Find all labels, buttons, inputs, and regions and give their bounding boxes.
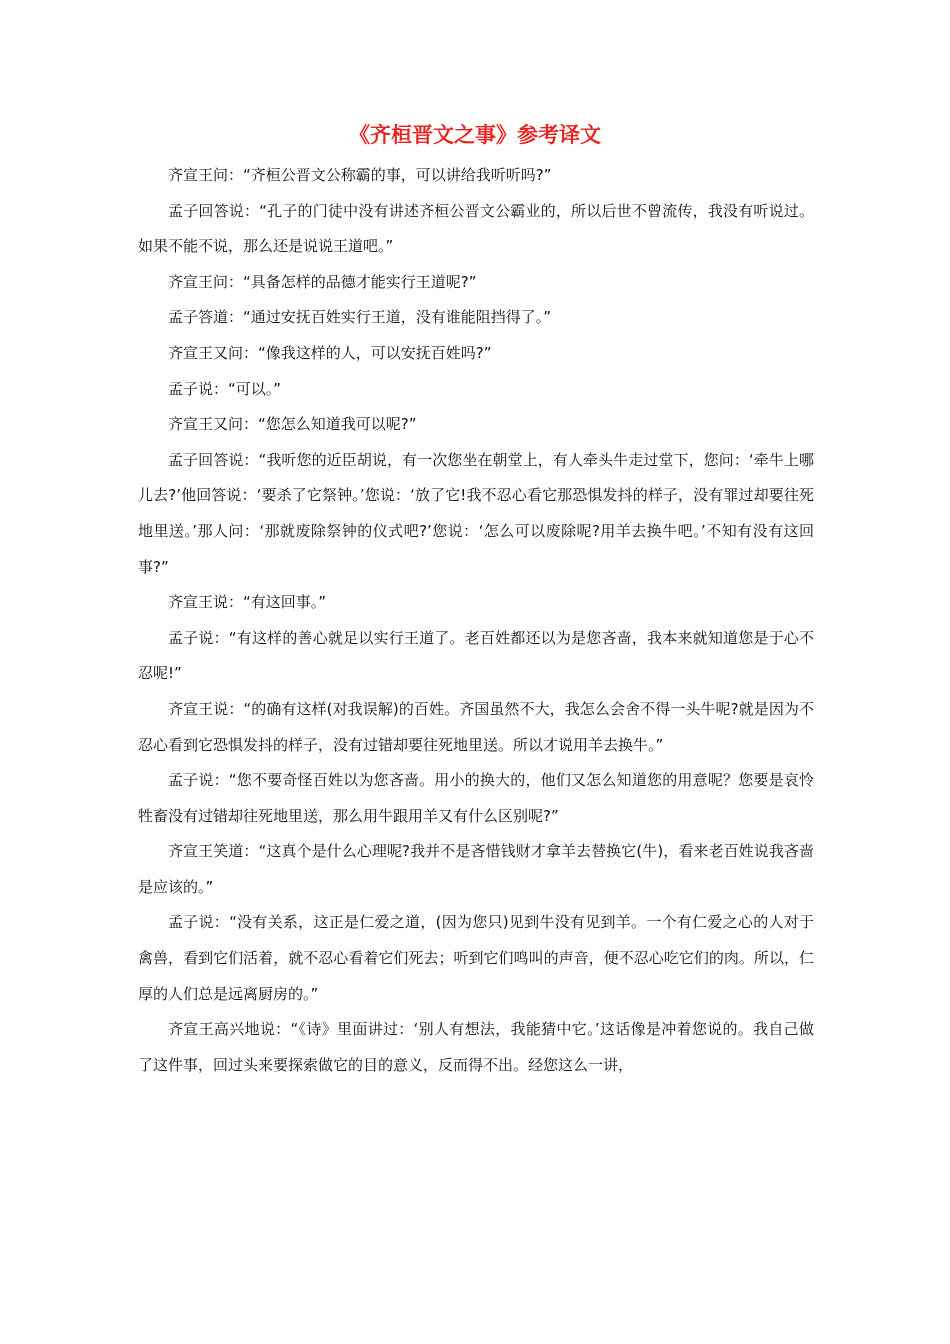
paragraph: 齐宣王笑道：“这真个是什么心理呢?我并不是吝惜钱财才拿羊去替换它(牛)，看来老百姓说我吝啬是应该的。” (138, 842, 814, 896)
paragraph: 孟子回答说：“孔子的门徒中没有讲述齐桓公晋文公霸业的，所以后世不曾流传，我没有听说过。如果不能不说，那么还是说说王道吧。” (138, 201, 814, 256)
document-title: 《齐桓晋文之事》参考译文 (349, 122, 601, 147)
paragraph: 孟子答道：“通过安抚百姓实行王道，没有谁能阻挡得了。” (168, 308, 552, 327)
paragraph: 孟子说：“没有关系，这正是仁爱之道，(因为您只)见到牛没有见到羊。一个有仁爱之心的人对于禽兽，看到它们活着，就不忍心看着它们死去；听到它们鸣叫的声音，便不忍心吃它们的肉。所以，仁厚的人们总是远离厨房的。” (138, 913, 814, 1003)
paragraph: 孟子说：“可以。” (168, 379, 282, 398)
paragraph: 齐宣王又问：“像我这样的人，可以安抚百姓吗?” (168, 343, 492, 362)
paragraph: 齐宣王高兴地说：“《诗》里面讲过：‘别人有想法，我能猜中它。’这话像是冲着您说的。我自己做了这件事，回过头来要探索做它的目的意义，反而得不出。经您这么一讲， (138, 1020, 814, 1074)
paragraph: 孟子说：“您不要奇怪百姓以为您吝啬。用小的换大的，他们又怎么知道您的用意呢？您要是哀怜牲畜没有过错却往死地里送，那么用牛跟用羊又有什么区别呢?” (138, 771, 814, 825)
paragraph: 孟子回答说：“我听您的近臣胡说，有一次您坐在朝堂上，有人牵头牛走过堂下，您问：‘牵牛上哪儿去?’他回答说：‘要杀了它祭钟。’您说：‘放了它!我不忍心看它那恐惧发抖的样子，没有罪过却要往死地里送。’那人问：‘那就废除祭钟的仪式吧?’您说：‘怎么可以废除呢?用羊去换牛吧。’不知有没有这回事?” (138, 450, 814, 576)
paragraph: 齐宣王问：“齐桓公晋文公称霸的事，可以讲给我听听吗?” (168, 166, 552, 184)
paragraph: 齐宣王说：“的确有这样(对我误解)的百姓。齐国虽然不大，我怎么会舍不得一头牛呢?就是因为不忍心看到它恐惧发抖的样子，没有过错却要往死地里送。所以才说用羊去换牛。” (138, 699, 814, 754)
paragraph: 齐宣王又问：“您怎么知道我可以呢?” (168, 415, 417, 434)
paragraph: 齐宣王说：“有这回事。” (168, 593, 327, 612)
paragraph: 齐宣王问：“具备怎样的品德才能实行王道呢?” (168, 272, 477, 291)
paragraph: 孟子说：“有这样的善心就足以实行王道了。老百姓都还以为是您吝啬，我本来就知道您是于心不忍呢!” (138, 628, 814, 683)
document-body (138, 158, 814, 1083)
